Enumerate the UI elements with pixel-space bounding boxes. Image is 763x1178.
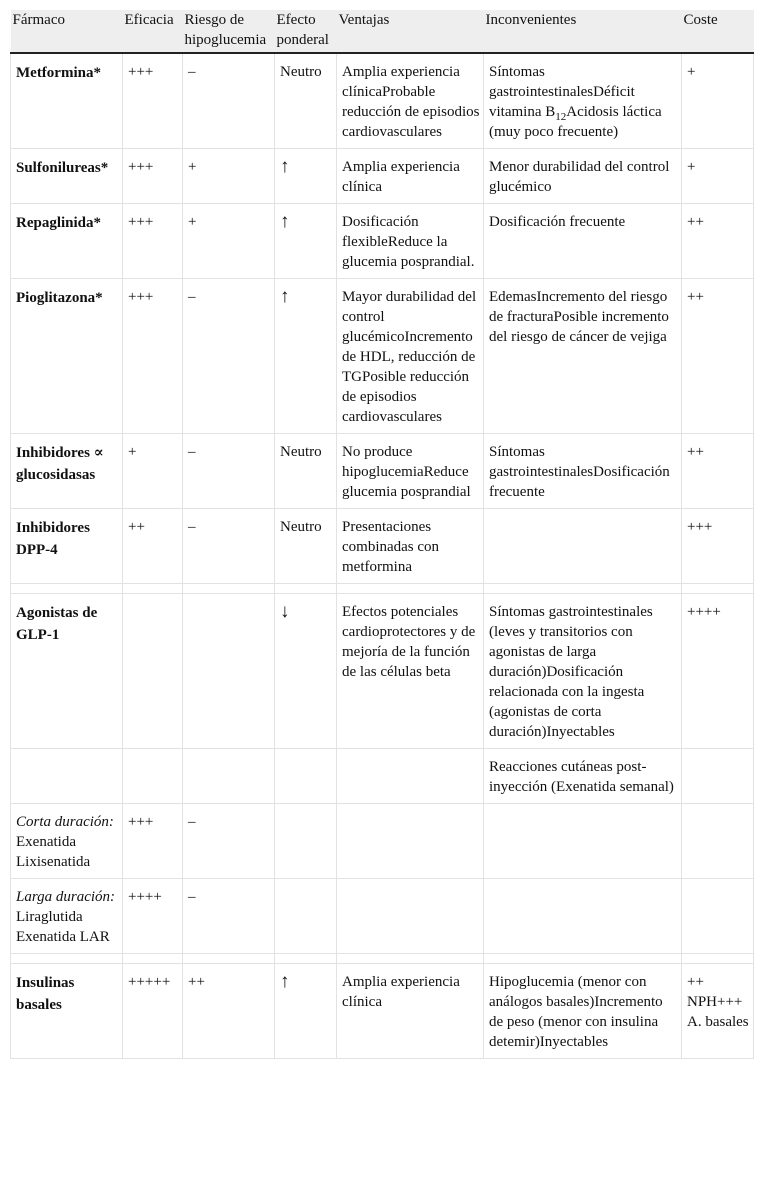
drug-list: Exenatida Lixisenatida	[16, 834, 91, 870]
coste-cell: +	[682, 53, 754, 149]
drug-comparison-table	[10, 10, 754, 1059]
spacer-cell	[275, 584, 337, 594]
eficacia-cell: +++++	[123, 964, 183, 1059]
inconvenientes-cell	[484, 879, 682, 954]
coste-cell: ++	[682, 279, 754, 434]
efecto-cell	[275, 879, 337, 954]
table-row-pioglitazona	[11, 279, 754, 434]
weight-down-arrow-icon: ↓	[275, 594, 337, 749]
efecto-cell	[275, 749, 337, 804]
efecto-cell: Neutro	[275, 53, 337, 149]
ventajas-cell: Dosificación flexibleReduce la glucemia posprandial.	[337, 204, 484, 279]
inconvenientes-cell: Menor durabilidad del control glucémico	[484, 149, 682, 204]
header-coste: Coste	[682, 10, 754, 53]
table-row-dpp4	[11, 509, 754, 584]
ventajas-cell: Mayor durabilidad del control glucémicoIncremento de HDL, reducción de TGPosible reducción de episodios cardiovasculares	[337, 279, 484, 434]
coste-cell	[682, 749, 754, 804]
eficacia-cell: +++	[123, 804, 183, 879]
spacer-cell	[123, 954, 183, 964]
spacer-row	[11, 954, 754, 964]
weight-up-arrow-icon: ↑	[275, 149, 337, 204]
spacer-cell	[682, 954, 754, 964]
ventajas-cell: Amplia experiencia clínica	[337, 964, 484, 1059]
eficacia-cell: +	[123, 434, 183, 509]
spacer-cell	[337, 584, 484, 594]
inconvenientes-cell	[484, 509, 682, 584]
table-row-glp1-extra	[11, 749, 754, 804]
spacer-cell	[484, 954, 682, 964]
ventajas-cell	[337, 749, 484, 804]
coste-cell: ++++	[682, 594, 754, 749]
riesgo-cell: –	[183, 53, 275, 149]
eficacia-cell: +++	[123, 204, 183, 279]
coste-cell: ++	[682, 204, 754, 279]
ventajas-cell	[337, 804, 484, 879]
eficacia-cell: +++	[123, 149, 183, 204]
weight-up-arrow-icon: ↑	[275, 964, 337, 1059]
header-ventajas: Ventajas	[337, 10, 484, 53]
spacer-cell	[11, 954, 123, 964]
drug-name: Agonistas de GLP-1	[11, 594, 123, 749]
spacer-cell	[484, 584, 682, 594]
ventajas-cell: Efectos potenciales cardioprotectores y de mejoría de la función de las células beta	[337, 594, 484, 749]
drug-list: Liraglutida Exenatida LAR	[16, 909, 110, 945]
eficacia-cell: +++	[123, 53, 183, 149]
riesgo-cell: +	[183, 204, 275, 279]
duration-label: Larga duración:	[16, 889, 116, 905]
ventajas-cell: No produce hipoglucemiaReduce glucemia posprandial	[337, 434, 484, 509]
drug-name	[11, 749, 123, 804]
drug-name: Inhibidores DPP-4	[11, 509, 123, 584]
eficacia-cell	[123, 594, 183, 749]
spacer-cell	[11, 584, 123, 594]
coste-cell: +++	[682, 509, 754, 584]
inconvenientes-cell: Hipoglucemia (menor con análogos basales)Incremento de peso (menor con insulina detemir)Inyectables	[484, 964, 682, 1059]
coste-cell: +	[682, 149, 754, 204]
table-row-metformina	[11, 53, 754, 149]
efecto-cell: Neutro	[275, 434, 337, 509]
spacer-cell	[337, 954, 484, 964]
spacer-cell	[183, 584, 275, 594]
inconvenientes-cell: Reacciones cutáneas post-inyección (Exenatida semanal)	[484, 749, 682, 804]
inconvenientes-cell: Dosificación frecuente	[484, 204, 682, 279]
weight-up-arrow-icon: ↑	[275, 279, 337, 434]
efecto-cell: Neutro	[275, 509, 337, 584]
drug-name: Inhibidores ∝ glucosidasas	[11, 434, 123, 509]
ventajas-cell: Amplia experiencia clínicaProbable reducción de episodios cardiovasculares	[337, 53, 484, 149]
ventajas-cell: Amplia experiencia clínica	[337, 149, 484, 204]
inconvenientes-cell	[484, 804, 682, 879]
spacer-cell	[123, 584, 183, 594]
table-row-insulinas-basales	[11, 964, 754, 1059]
drug-name: Pioglitazona*	[11, 279, 123, 434]
efecto-cell	[275, 804, 337, 879]
table-row-sulfonilureas	[11, 149, 754, 204]
header-row	[11, 10, 754, 53]
eficacia-cell: +++	[123, 279, 183, 434]
eficacia-cell: ++	[123, 509, 183, 584]
table-row-corta-duracion	[11, 804, 754, 879]
header-eficacia: Eficacia	[123, 10, 183, 53]
coste-cell	[682, 879, 754, 954]
drug-name: Sulfonilureas*	[11, 149, 123, 204]
drug-name: Insulinas basales	[11, 964, 123, 1059]
eficacia-cell: ++++	[123, 879, 183, 954]
table-row-larga-duracion	[11, 879, 754, 954]
inconvenientes-cell: Síntomas gastrointestinales (leves y transitorios con agonistas de larga duración)Dosificación relacionada con la ingesta (agonistas de corta duración)Inyectables	[484, 594, 682, 749]
ventajas-cell: Presentaciones combinadas con metformina	[337, 509, 484, 584]
table-row-alfa-glucosidasas	[11, 434, 754, 509]
inconvenientes-cell: Síntomas gastrointestinalesDosificación frecuente	[484, 434, 682, 509]
vitamin-subscript: 12	[555, 111, 567, 123]
ventajas-cell	[337, 879, 484, 954]
spacer-cell	[275, 954, 337, 964]
weight-up-arrow-icon: ↑	[275, 204, 337, 279]
riesgo-cell: –	[183, 879, 275, 954]
drug-name: Metformina*	[11, 53, 123, 149]
spacer-cell	[183, 954, 275, 964]
riesgo-cell: –	[183, 279, 275, 434]
inconvenientes-cell	[484, 53, 682, 149]
table-row-repaglinida	[11, 204, 754, 279]
inconvenientes-text-part: Acidosis láctica (muy poco frecuente)	[489, 104, 662, 140]
riesgo-cell	[183, 749, 275, 804]
spacer-row	[11, 584, 754, 594]
riesgo-cell: +	[183, 149, 275, 204]
spacer-cell	[682, 584, 754, 594]
coste-cell: ++	[682, 434, 754, 509]
coste-cell	[682, 804, 754, 879]
duration-label: Corta duración:	[16, 814, 114, 830]
eficacia-cell	[123, 749, 183, 804]
drug-name	[11, 804, 123, 879]
drug-name	[11, 879, 123, 954]
inconvenientes-text-part: Síntomas gastrointestinalesDéficit vitamina B	[489, 64, 635, 120]
inconvenientes-cell: EdemasIncremento del riesgo de fracturaPosible incremento del riesgo de cáncer de vejiga	[484, 279, 682, 434]
riesgo-cell: –	[183, 804, 275, 879]
riesgo-cell: –	[183, 509, 275, 584]
drug-name: Repaglinida*	[11, 204, 123, 279]
riesgo-cell: –	[183, 434, 275, 509]
header-efecto: Efecto ponderal	[275, 10, 337, 53]
header-riesgo: Riesgo de hipoglucemia	[183, 10, 275, 53]
table-row-glp1	[11, 594, 754, 749]
riesgo-cell	[183, 594, 275, 749]
header-inconvenientes: Inconvenientes	[484, 10, 682, 53]
coste-cell: ++ NPH+++ A. basales	[682, 964, 754, 1059]
riesgo-cell: ++	[183, 964, 275, 1059]
header-farmaco: Fármaco	[11, 10, 123, 53]
